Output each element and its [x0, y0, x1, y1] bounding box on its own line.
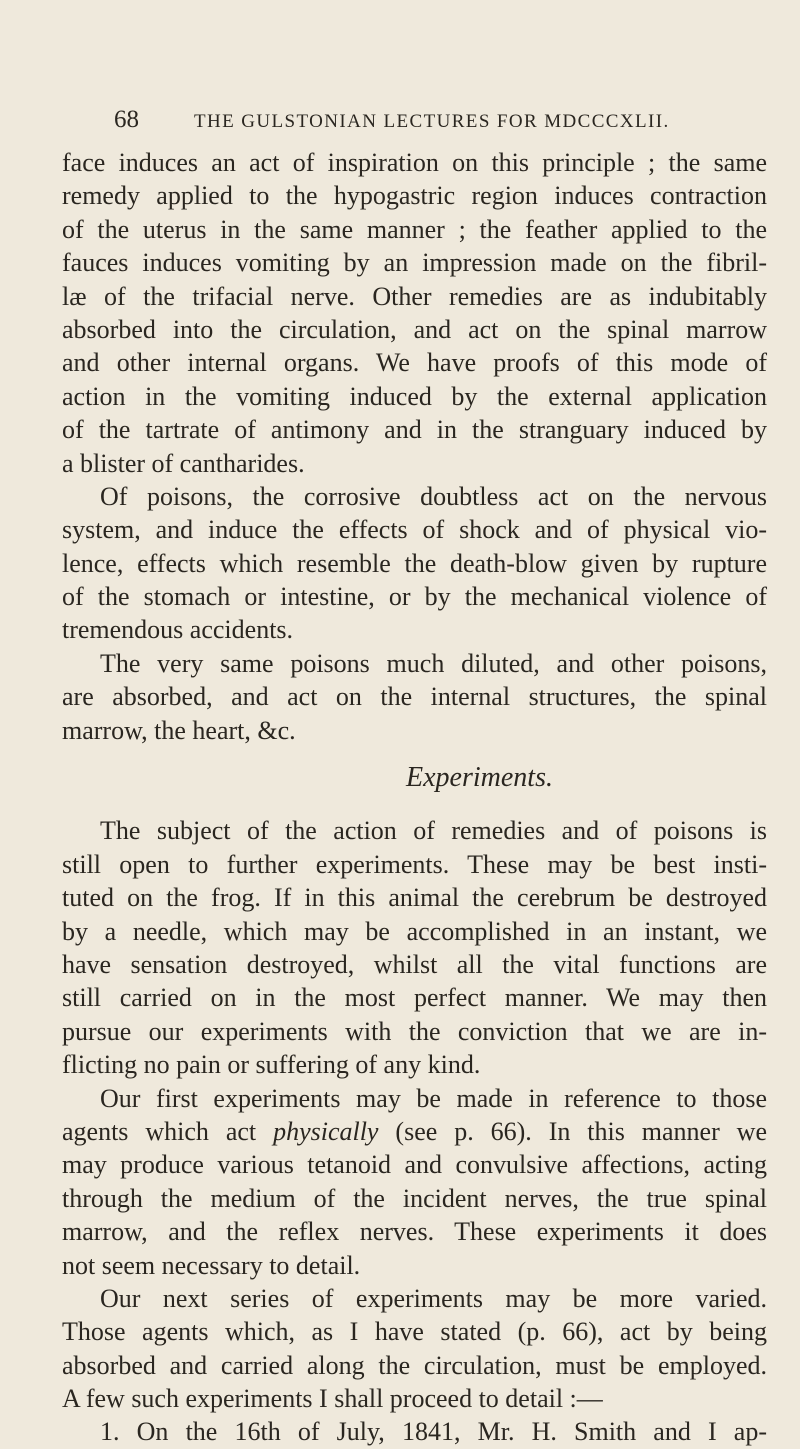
- running-head: [114, 106, 754, 136]
- text-line: not seem necessary to detail.: [62, 1250, 361, 1280]
- text-line: are absorbed, and act on the internal structures, the spinal: [62, 682, 767, 712]
- text-line: and other internal organs. We have proofs of this mode of: [62, 348, 767, 378]
- text-line: face induces an act of inspiration on this principle ; the same: [62, 148, 767, 177]
- text-line: agents which act physically (see p. 66). In this manner we: [62, 1116, 767, 1146]
- text-line: marrow, and the reflex nerves. These experiments it does: [62, 1217, 767, 1247]
- text-line: læ of the trifacial nerve. Other remedies are as indubitably: [62, 281, 767, 311]
- section-heading: Experiments.: [406, 762, 553, 794]
- text-line: The very same poisons much diluted, and other poisons,: [100, 648, 767, 678]
- text-line: absorbed and carried along the circulation, must be employed.: [62, 1350, 767, 1380]
- text-line: A few such experiments I shall proceed to detail :—: [62, 1384, 603, 1414]
- running-title: THE GULSTONIAN LECTURES FOR MDCCCXLII.: [194, 111, 670, 132]
- body-text: [62, 146, 767, 1449]
- emphasis: physically: [273, 1116, 379, 1146]
- text-line: Our next series of experiments may be more varied.: [100, 1283, 767, 1313]
- page-number: 68: [114, 106, 139, 133]
- text-line: of the uterus in the same manner ; the feather applied to the: [62, 214, 767, 244]
- text-line: absorbed into the circulation, and act on the spinal marrow: [62, 314, 767, 344]
- paragraph: [62, 480, 767, 647]
- text-line: through the medium of the incident nerves, the true spinal: [62, 1183, 767, 1213]
- text-line: still carried on in the most perfect manner. We may then: [62, 983, 767, 1013]
- paragraph: [62, 1082, 767, 1282]
- text-line: by a needle, which may be accomplished in an instant, we: [62, 916, 767, 946]
- paragraph: [62, 146, 767, 480]
- text-line: tuted on the frog. If in this animal the cerebrum be destroyed: [62, 883, 767, 913]
- text-line: tremendous accidents.: [62, 615, 294, 645]
- text-line: action in the vomiting induced by the external application: [62, 381, 767, 411]
- paragraph: [62, 814, 767, 1081]
- text-line: Our first experiments may be made in reference to those: [100, 1083, 767, 1113]
- text-line: The subject of the action of remedies and of poisons is: [100, 816, 767, 846]
- text-line: Of poisons, the corrosive doubtless act on the nervous: [100, 481, 767, 511]
- text-line: still open to further experiments. These may be best insti-: [62, 849, 767, 879]
- text-line: remedy applied to the hypogastric region induces contraction: [62, 181, 767, 211]
- text-line: of the tartrate of antimony and in the stranguary induced by: [62, 415, 767, 445]
- text-line: may produce various tetanoid and convulsive affections, acting: [62, 1150, 767, 1180]
- text-line: marrow, the heart, &c.: [62, 715, 296, 745]
- text-line: 1. On the 16th of July, 1841, Mr. H. Smith and I ap-: [100, 1417, 767, 1447]
- text-line: flicting no pain or suffering of any kind.: [62, 1050, 481, 1080]
- text-line: fauces induces vomiting by an impression made on the fibril-: [62, 248, 767, 278]
- text-line: system, and induce the effects of shock and of physical vio-: [62, 515, 767, 545]
- text-line: a blister of cantharides.: [62, 448, 305, 478]
- text-line: pursue our experiments with the conviction that we are in-: [62, 1016, 767, 1046]
- text-line: Those agents which, as I have stated (p. 66), act by being: [62, 1317, 767, 1347]
- text-line: have sensation destroyed, whilst all the vital functions are: [62, 949, 767, 979]
- text-line: lence, effects which resemble the death-blow given by rupture: [62, 548, 767, 578]
- paragraph: [62, 647, 767, 747]
- text-line: of the stomach or intestine, or by the mechanical violence of: [62, 582, 767, 612]
- paragraph: [62, 1282, 767, 1449]
